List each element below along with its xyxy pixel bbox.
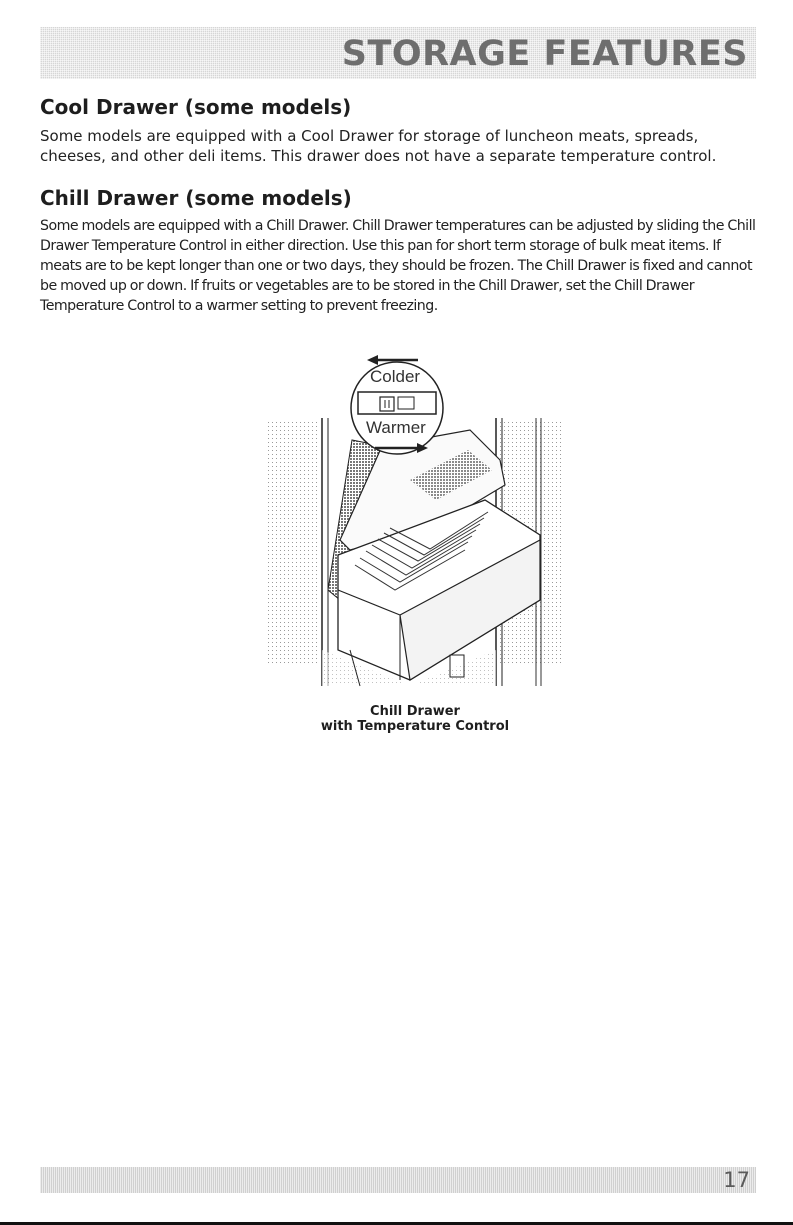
colder-label: Colder: [370, 367, 421, 386]
page-number: 17: [723, 1168, 750, 1192]
cool-drawer-body: Some models are equipped with a Cool Drawer for storage of luncheon meats, spreads, cheeses, and other deli items. This drawer does not have a separate temperature control.: [40, 127, 717, 165]
chill-drawer-body: Some models are equipped with a Chill Drawer. Chill Drawer temperatures can be adjusted by sliding the Chill Drawer Temperature Control in either direction. Use this pan for short term storage of bulk meat items. If meats are to be kept longer than one or two days, they should be frozen. The Chill Drawer is fixed and cannot be moved up or down. If fruits or vegetables are to be stored in the Chill Drawer, set the Chill Drawer Temperature Control to a warmer setting to prevent freezing.: [40, 218, 756, 314]
chill-drawer-drawing: [260, 350, 570, 695]
chill-drawer-illustration: [260, 350, 570, 695]
cool-drawer-heading: Cool Drawer (some models): [40, 95, 352, 119]
temperature-slider: [358, 392, 436, 414]
colder-arrow-icon: [367, 355, 378, 365]
warmer-label: Warmer: [366, 418, 426, 437]
chill-drawer-heading: Chill Drawer (some models): [40, 186, 352, 210]
header-bar: [40, 27, 756, 79]
figure-caption-line1: Chill Drawer: [370, 704, 460, 719]
slider-knob: [380, 397, 394, 411]
figure-caption-line2: with Temperature Control: [320, 719, 510, 734]
footer-bar: [40, 1167, 756, 1193]
left-cabinet-wall: [265, 420, 320, 665]
page-title: STORAGE FEATURES: [341, 34, 748, 74]
